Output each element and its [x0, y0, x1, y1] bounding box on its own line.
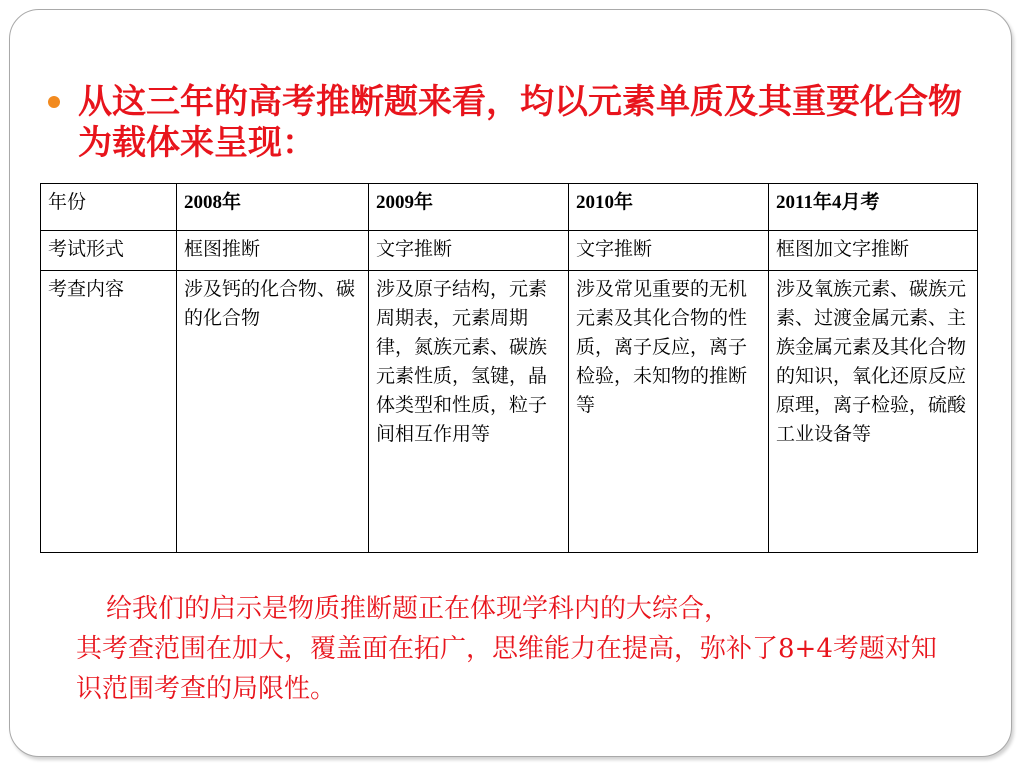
conclusion-line-1: 给我们的启示是物质推断题正在体现学科内的大综合， — [106, 594, 731, 624]
exam-comparison-table — [40, 183, 978, 553]
conclusion-line-2: 其考查范围在加大，覆盖面在拓广，思维能力在提高，弥补了8+4考题对知识范围考查的局限性。 — [76, 634, 937, 704]
table-cell: 文字推断 — [369, 231, 569, 271]
table-row — [41, 271, 978, 553]
table-header-row — [41, 184, 978, 231]
table-cell: 涉及钙的化合物、碳的化合物 — [177, 271, 369, 553]
table-cell: 涉及常见重要的无机元素及其化合物的性质，离子反应，离子检验，未知物的推断等 — [569, 271, 769, 553]
table-cell: 文字推断 — [569, 231, 769, 271]
bullet-point — [48, 82, 978, 164]
bullet-dot-icon — [48, 96, 60, 108]
table-cell: 2009年 — [369, 184, 569, 231]
bullet-text: 从这三年的高考推断题来看，均以元素单质及其重要化合物为载体来呈现： — [78, 82, 962, 163]
table-cell: 涉及原子结构，元素周期表，元素周期律，氮族元素、碳族元素性质，氢键，晶体类型和性质，粒子间相互作用等 — [369, 271, 569, 553]
table-cell: 年份 — [41, 184, 177, 231]
table-row — [41, 231, 978, 271]
table-cell: 2011年4月考 — [769, 184, 978, 231]
table-cell: 涉及氧族元素、碳族元素、过渡金属元素、主族金属元素及其化合物的知识，氧化还原反应原理，离子检验，硫酸工业设备等 — [769, 271, 978, 553]
table-cell: 2008年 — [177, 184, 369, 231]
conclusion-paragraph — [76, 589, 956, 709]
table-cell: 框图推断 — [177, 231, 369, 271]
table-cell: 考查内容 — [41, 271, 177, 553]
table-cell: 2010年 — [569, 184, 769, 231]
table-cell: 考试形式 — [41, 231, 177, 271]
table-cell: 框图加文字推断 — [769, 231, 978, 271]
